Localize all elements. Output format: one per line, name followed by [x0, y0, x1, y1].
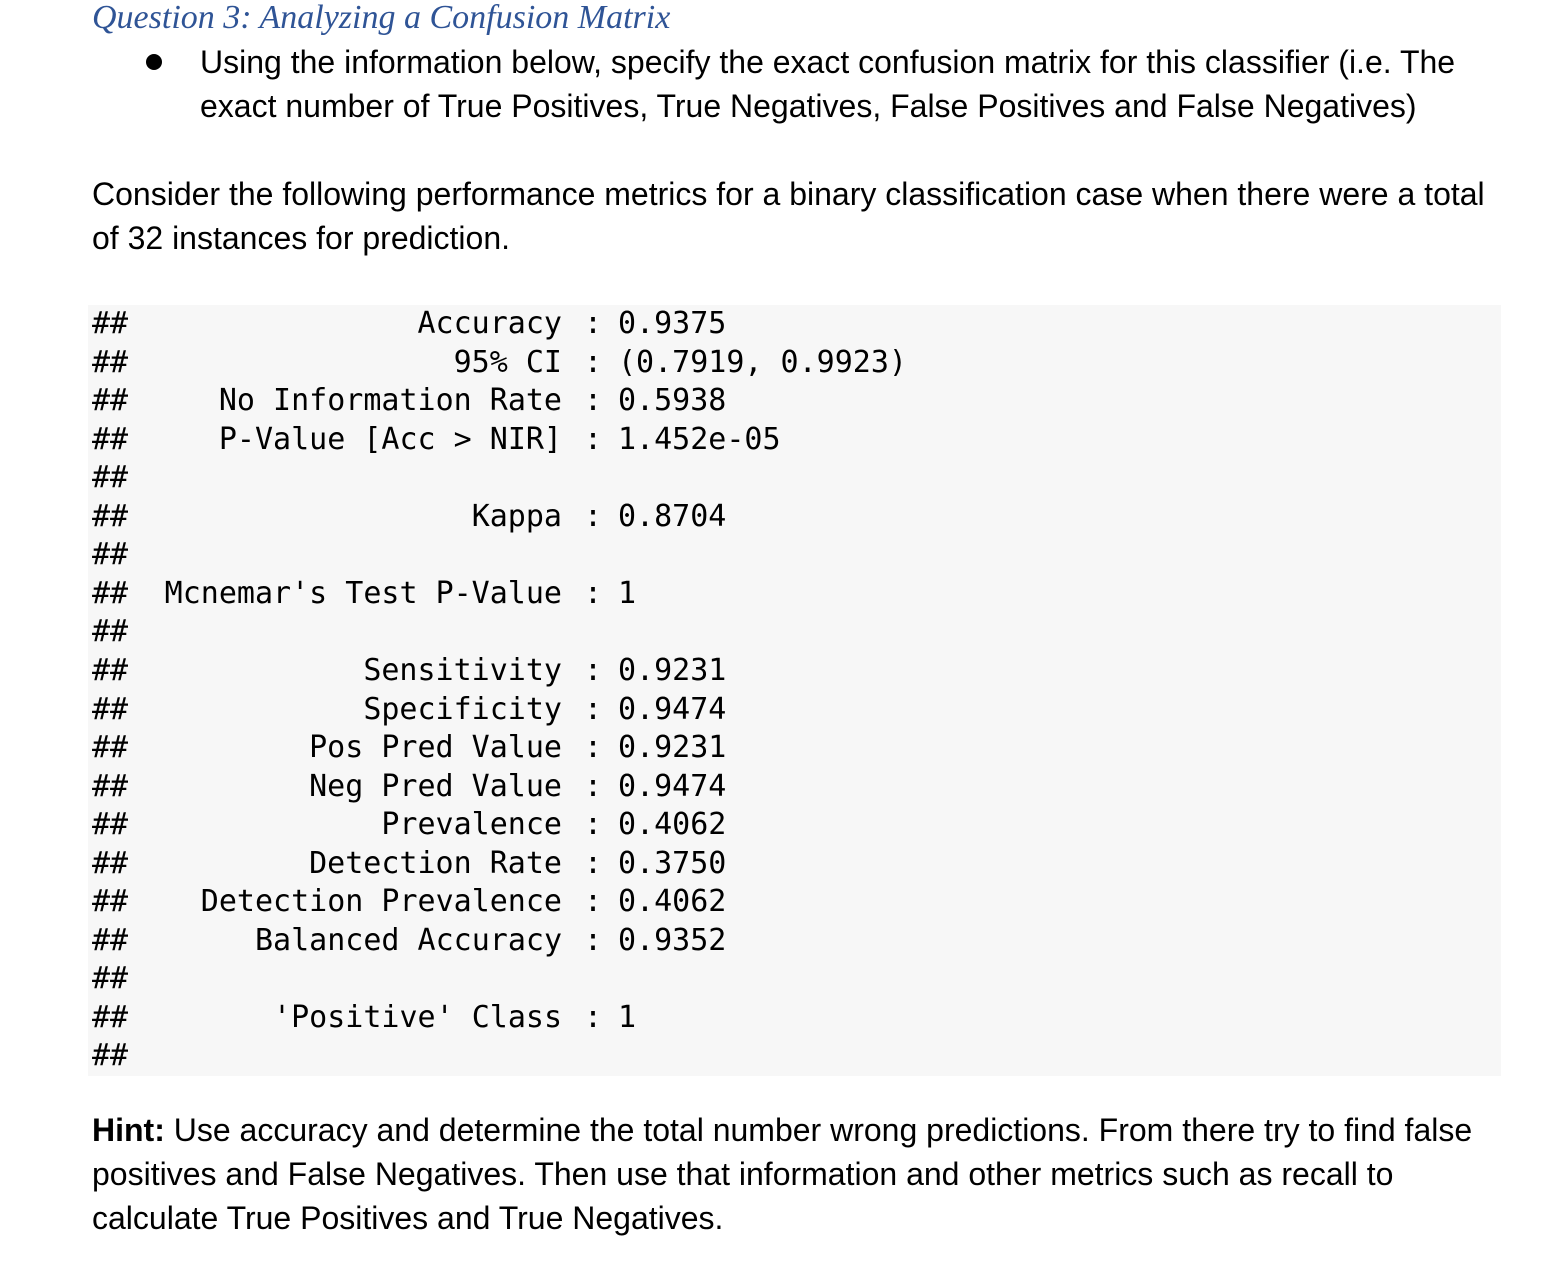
- metric-label: Neg Pred Value: [309, 768, 562, 804]
- comment-prefix: ##: [92, 421, 129, 457]
- code-line: [92, 421, 1492, 459]
- comment-prefix: ##: [92, 884, 129, 920]
- metric-value: 0.9474: [618, 768, 727, 804]
- metric-value: 1: [618, 575, 637, 611]
- instruction-text: Using the information below, specify the exact confusion matrix for this classifier (i.e. The exact number of True Positives, True Negatives, False Positives and False Negatives): [200, 44, 1456, 124]
- metrics-code-block: [88, 305, 1501, 1076]
- comment-prefix: ##: [92, 614, 129, 650]
- code-line: [92, 691, 1492, 729]
- metric-label: Pos Pred Value: [309, 730, 562, 766]
- metric-value: 0.5938: [618, 383, 727, 419]
- metric-separator: :: [584, 768, 603, 804]
- code-line: [92, 806, 1492, 844]
- metric-separator: :: [584, 383, 603, 419]
- comment-prefix: ##: [92, 383, 129, 419]
- comment-prefix: ##: [92, 344, 129, 380]
- metric-label: Accuracy: [417, 306, 562, 341]
- metric-separator: :: [584, 575, 603, 611]
- metric-value: 0.9375: [618, 306, 727, 341]
- metric-value: 0.4062: [618, 807, 727, 843]
- metric-separator: :: [584, 306, 603, 341]
- comment-prefix: ##: [92, 961, 129, 997]
- metric-separator: :: [584, 691, 603, 727]
- bullet-icon: [146, 54, 162, 70]
- code-line: [92, 768, 1492, 806]
- question-heading: Question 3: Analyzing a Confusion Matrix: [92, 0, 671, 36]
- code-line: [92, 652, 1492, 690]
- metric-value: 0.9231: [618, 652, 727, 688]
- metric-value: 0.3750: [618, 845, 727, 881]
- metric-label: Balanced Accuracy: [254, 922, 562, 958]
- comment-prefix: ##: [92, 999, 129, 1035]
- comment-prefix: ##: [92, 691, 129, 727]
- comment-prefix: ##: [92, 306, 129, 341]
- metric-separator: :: [584, 884, 603, 920]
- metric-label: Sensitivity: [363, 652, 562, 688]
- metric-separator: :: [584, 807, 603, 843]
- metric-label: Mcnemar's Test P-Value: [164, 575, 562, 611]
- code-line: [92, 922, 1492, 960]
- code-line: [92, 999, 1492, 1037]
- metric-separator: :: [584, 421, 603, 457]
- code-line: [92, 498, 1492, 536]
- metric-separator: :: [584, 999, 603, 1035]
- code-line: [92, 613, 1492, 651]
- comment-prefix: ##: [92, 845, 129, 881]
- code-line: [92, 575, 1492, 613]
- metric-label: Detection Rate: [309, 845, 562, 881]
- metric-separator: :: [584, 652, 603, 688]
- hint-paragraph: [92, 1108, 1512, 1240]
- comment-prefix: ##: [92, 922, 129, 958]
- code-line: [92, 459, 1492, 497]
- comment-prefix: ##: [92, 498, 129, 534]
- metric-value: 1: [618, 999, 637, 1035]
- metric-separator: :: [584, 730, 603, 766]
- metric-value: 0.9352: [618, 922, 727, 958]
- metric-label: Specificity: [363, 691, 562, 727]
- intro-paragraph: Consider the following performance metrics for a binary classification case when there were a total of 32 instances for prediction.: [92, 176, 1485, 256]
- comment-prefix: ##: [92, 537, 129, 573]
- code-line: [92, 729, 1492, 767]
- metric-value: (0.7919, 0.9923): [618, 344, 907, 380]
- metric-label: Kappa: [471, 498, 562, 534]
- metric-label: 'Positive' Class: [273, 999, 562, 1035]
- metric-value: 0.4062: [618, 884, 727, 920]
- hint-label: Hint:: [92, 1112, 165, 1148]
- metric-label: P-Value [Acc > NIR]: [218, 421, 562, 457]
- metric-separator: :: [584, 845, 603, 881]
- instruction-list: [140, 40, 1520, 128]
- metric-value: 0.9231: [618, 730, 727, 766]
- metric-separator: :: [584, 498, 603, 534]
- comment-prefix: ##: [92, 730, 129, 766]
- metric-label: 95% CI: [453, 344, 562, 380]
- code-line: [92, 883, 1492, 921]
- metric-label: Prevalence: [381, 807, 562, 843]
- metric-label: No Information Rate: [218, 383, 562, 419]
- instruction-item: [140, 40, 1520, 128]
- code-line: [92, 344, 1492, 382]
- comment-prefix: ##: [92, 807, 129, 843]
- comment-prefix: ##: [92, 768, 129, 804]
- code-line: [92, 960, 1492, 998]
- metric-value: 0.8704: [618, 498, 727, 534]
- code-line: [92, 845, 1492, 883]
- metric-separator: :: [584, 344, 603, 380]
- metric-label: Detection Prevalence: [200, 884, 562, 920]
- code-line: [92, 382, 1492, 420]
- comment-prefix: ##: [92, 460, 129, 496]
- code-line: [92, 1037, 1492, 1075]
- hint-text: Use accuracy and determine the total number wrong predictions. From there try to find false positives and False Negatives. Then use that information and other metrics such as recall to calculate True Positives and True Negatives.: [92, 1112, 1473, 1236]
- metric-separator: :: [584, 922, 603, 958]
- code-line: [92, 305, 1492, 343]
- metric-value: 0.9474: [618, 691, 727, 727]
- code-line: [92, 536, 1492, 574]
- metric-value: 1.452e-05: [618, 421, 781, 457]
- comment-prefix: ##: [92, 652, 129, 688]
- comment-prefix: ##: [92, 1038, 129, 1074]
- comment-prefix: ##: [92, 575, 129, 611]
